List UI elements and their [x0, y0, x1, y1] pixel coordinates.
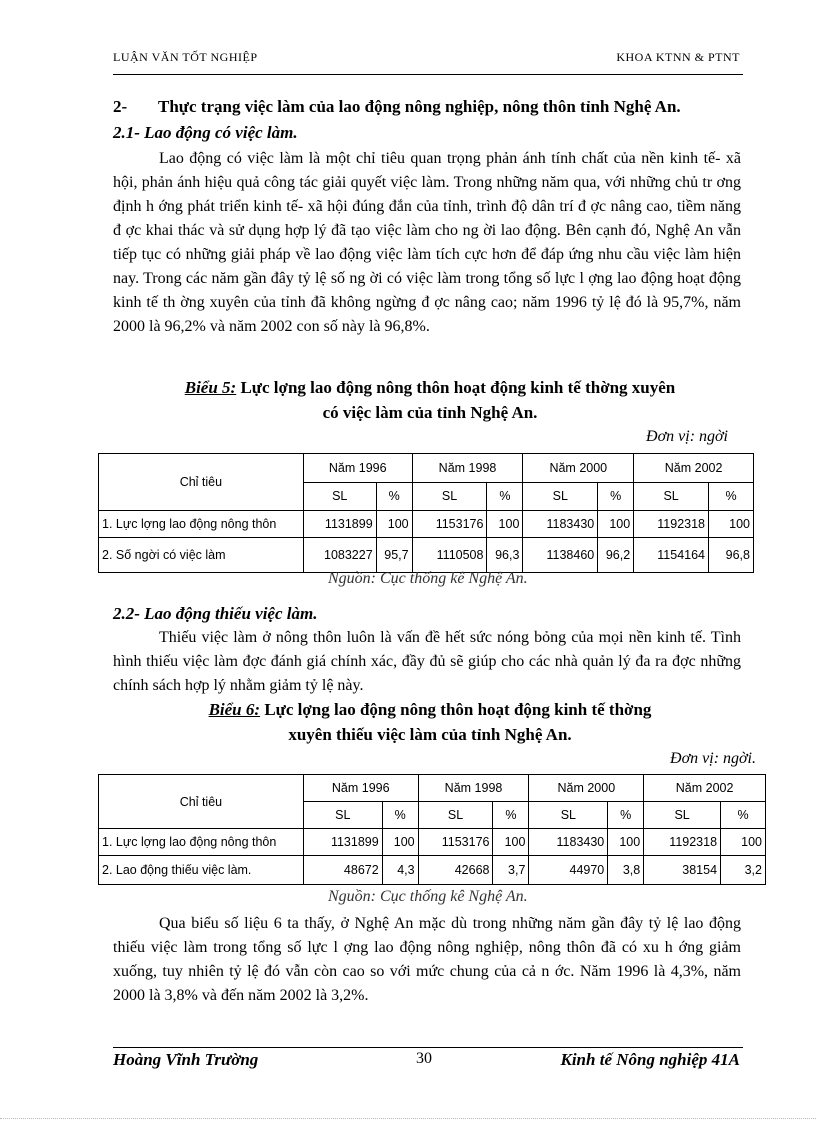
table-cell: 95,7	[376, 538, 412, 573]
table-5-row-2-label: 2. Số ngời có việc làm	[99, 538, 304, 573]
table-cell: 48672	[303, 856, 382, 885]
table-row	[99, 829, 766, 856]
table-5-caption-text: Lực lợng lao động nông thôn hoạt động kinh tế thờng xuyên	[240, 378, 676, 397]
header-rule	[113, 74, 743, 75]
table-cell: 42668	[418, 856, 493, 885]
table-5-year-2002: Năm 2002	[634, 454, 754, 483]
table-5-sub-pct: %	[376, 482, 412, 511]
section-2-2-title: 2.2- Lao động thiếu việc làm.	[113, 604, 318, 623]
table-5-sub-sl: SL	[412, 482, 487, 511]
table-6	[98, 774, 766, 885]
table-6-source: Nguồn: Cục thống kê Nghệ An.	[328, 888, 528, 905]
table-cell: 3,2	[721, 856, 766, 885]
table-6-header-row	[99, 775, 766, 802]
table-5-unit: Đơn vị: ngời	[646, 428, 728, 445]
table-6-sub-pct: %	[493, 802, 529, 829]
table-6-year-1998: Năm 1998	[418, 775, 529, 802]
table-5-year-1996: Năm 1996	[303, 454, 412, 483]
table-cell: 1153176	[418, 829, 493, 856]
table-5	[98, 453, 754, 573]
table-6-row-2-label: 2. Lao động thiếu việc làm.	[99, 856, 304, 885]
table-6-sub-sl: SL	[303, 802, 382, 829]
table-5-year-2000: Năm 2000	[523, 454, 634, 483]
table-cell: 100	[608, 829, 644, 856]
table-5-sub-sl: SL	[523, 482, 598, 511]
table-row	[99, 538, 754, 573]
table-6-year-1996: Năm 1996	[303, 775, 418, 802]
table-5-caption-label: Biểu 5:	[184, 378, 237, 397]
page-bottom-divider	[0, 1118, 816, 1119]
table-cell: 1083227	[303, 538, 376, 573]
table-5-header-indicator: Chỉ tiêu	[99, 454, 304, 511]
table-6-header-indicator: Chỉ tiêu	[99, 775, 304, 829]
table-cell: 1153176	[412, 511, 487, 538]
table-cell: 100	[487, 511, 523, 538]
table-5-source: Nguồn: Cục thống kê Nghệ An.	[328, 570, 528, 587]
table-6-sub-sl: SL	[418, 802, 493, 829]
table-cell: 100	[493, 829, 529, 856]
table-cell: 1192318	[634, 511, 709, 538]
table-row	[99, 511, 754, 538]
table-5-caption-line2: có việc làm của tỉnh Nghệ An.	[322, 403, 538, 422]
section-2-1-title: 2.1- Lao động có việc làm.	[113, 123, 298, 142]
table-5-sub-sl: SL	[634, 482, 709, 511]
table-cell: 100	[721, 829, 766, 856]
table-cell: 1131899	[303, 511, 376, 538]
table-5-caption-line1	[120, 376, 740, 400]
table-cell: 100	[376, 511, 412, 538]
table-6-caption-text: Lực lợng lao động nông thôn hoạt động kinh tế thờng	[264, 700, 652, 719]
table-row	[99, 856, 766, 885]
table-6-sub-sl: SL	[644, 802, 721, 829]
table-cell: 96,2	[598, 538, 634, 573]
table-6-caption-line2: xuyên thiếu việc làm của tỉnh Nghệ An.	[288, 725, 572, 744]
table-cell: 1138460	[523, 538, 598, 573]
table-5-row-1-label: 1. Lực lợng lao động nông thôn	[99, 511, 304, 538]
table-6-sub-pct: %	[382, 802, 418, 829]
table-6-caption-line1	[110, 698, 750, 722]
table-cell: 44970	[529, 856, 608, 885]
table-5-sub-sl: SL	[303, 482, 376, 511]
page-number: 30	[416, 1050, 432, 1067]
table-6-sub-sl: SL	[529, 802, 608, 829]
table-cell: 100	[598, 511, 634, 538]
header-right: KHOA KTNN & PTNT	[616, 50, 740, 64]
section-2-number: 2-	[113, 97, 128, 116]
table-cell: 96,3	[487, 538, 523, 573]
table-cell: 1154164	[634, 538, 709, 573]
footer-author: Hoàng Vĩnh Trường	[113, 1050, 259, 1069]
table-6-year-2000: Năm 2000	[529, 775, 644, 802]
table-cell: 4,3	[382, 856, 418, 885]
table-cell: 3,7	[493, 856, 529, 885]
section-2-2-paragraph: Thiếu việc làm ở nông thôn luôn là vấn đề hết sức nóng bỏng của mọi nền kinh tế. Tình hình thiếu việc làm đợc đánh giá chính xác, đầy đủ sẽ giúp cho các nhà quản lý đa ra đợc những chính sách hợp lý nhằm giảm tỷ lệ này.	[113, 629, 741, 694]
table-6-year-2002: Năm 2002	[644, 775, 766, 802]
table-cell: 1192318	[644, 829, 721, 856]
table-cell: 96,8	[709, 538, 754, 573]
table-6-caption-label: Biểu 6:	[208, 700, 261, 719]
section-2-title: Thực trạng việc làm của lao động nông nghiệp, nông thôn tỉnh Nghệ An.	[158, 97, 681, 116]
table-6-sub-pct: %	[721, 802, 766, 829]
table-cell: 1183430	[523, 511, 598, 538]
table-5-sub-pct: %	[709, 482, 754, 511]
table-cell: 100	[709, 511, 754, 538]
table-cell: 1110508	[412, 538, 487, 573]
table-5-sub-pct: %	[487, 482, 523, 511]
table-6-sub-pct: %	[608, 802, 644, 829]
table-6-unit: Đơn vị: ngời.	[670, 750, 756, 767]
footer-class: Kinh tế Nông nghiệp 41A	[560, 1050, 740, 1069]
section-2-1-paragraph: Lao động có việc làm là một chỉ tiêu quan trọng phản ánh tính chất của nền kinh tế- xã hội, phản ánh hiệu quả công tác giải quyết việc làm. Trong những năm qua, với những chủ tr ơng định h ớng phát triển kinh tế- xã hội đúng đắn của tỉnh, trình độ dân trí đ ợc nâng cao, tiềm năng đ ợc khai thác và sử dụng hợp lý đã tạo việc làm cho ng ời lao động. Bên cạnh đó, Nghệ An vẫn tiếp tục có những giải pháp về lao động việc làm tích cực hơn để đáp ứng nhu cầu việc làm hiện nay. Trong các năm gần đây tỷ lệ số ng ời có việc làm trong tổng số lực l ợng lao động hoạt động kinh tế th ờng xuyên của tỉnh đã không ngừng đ ợc nâng cao; năm 1996 tỷ lệ đó là 95,7%, năm 2000 là 96,2% và năm 2002 con số này là 96,8%.	[113, 150, 741, 335]
table-6-row-1-label: 1. Lực lợng lao động nông thôn	[99, 829, 304, 856]
table-5-year-1998: Năm 1998	[412, 454, 523, 483]
table-cell: 1131899	[303, 829, 382, 856]
table-cell: 3,8	[608, 856, 644, 885]
table-cell: 1183430	[529, 829, 608, 856]
footer-rule	[113, 1047, 743, 1048]
header-left: LUẬN VĂN TỐT NGHIỆP	[113, 50, 258, 64]
table-5-header-row	[99, 454, 754, 483]
conclusion-paragraph: Qua biểu số liệu 6 ta thấy, ở Nghệ An mặc dù trong những năm gần đây tỷ lệ lao động thiếu việc làm trong tổng số lực l ợng lao động nông nghiệp, nông thôn đã có xu h ớng giảm xuống, tuy nhiên tỷ lệ đó vẫn còn cao so với mức chung của cả n ớc. Năm 1996 là 4,3%, năm 2000 là 3,8% và đến năm 2002 là 3,2%.	[113, 915, 741, 1004]
table-cell: 100	[382, 829, 418, 856]
table-cell: 38154	[644, 856, 721, 885]
table-5-sub-pct: %	[598, 482, 634, 511]
